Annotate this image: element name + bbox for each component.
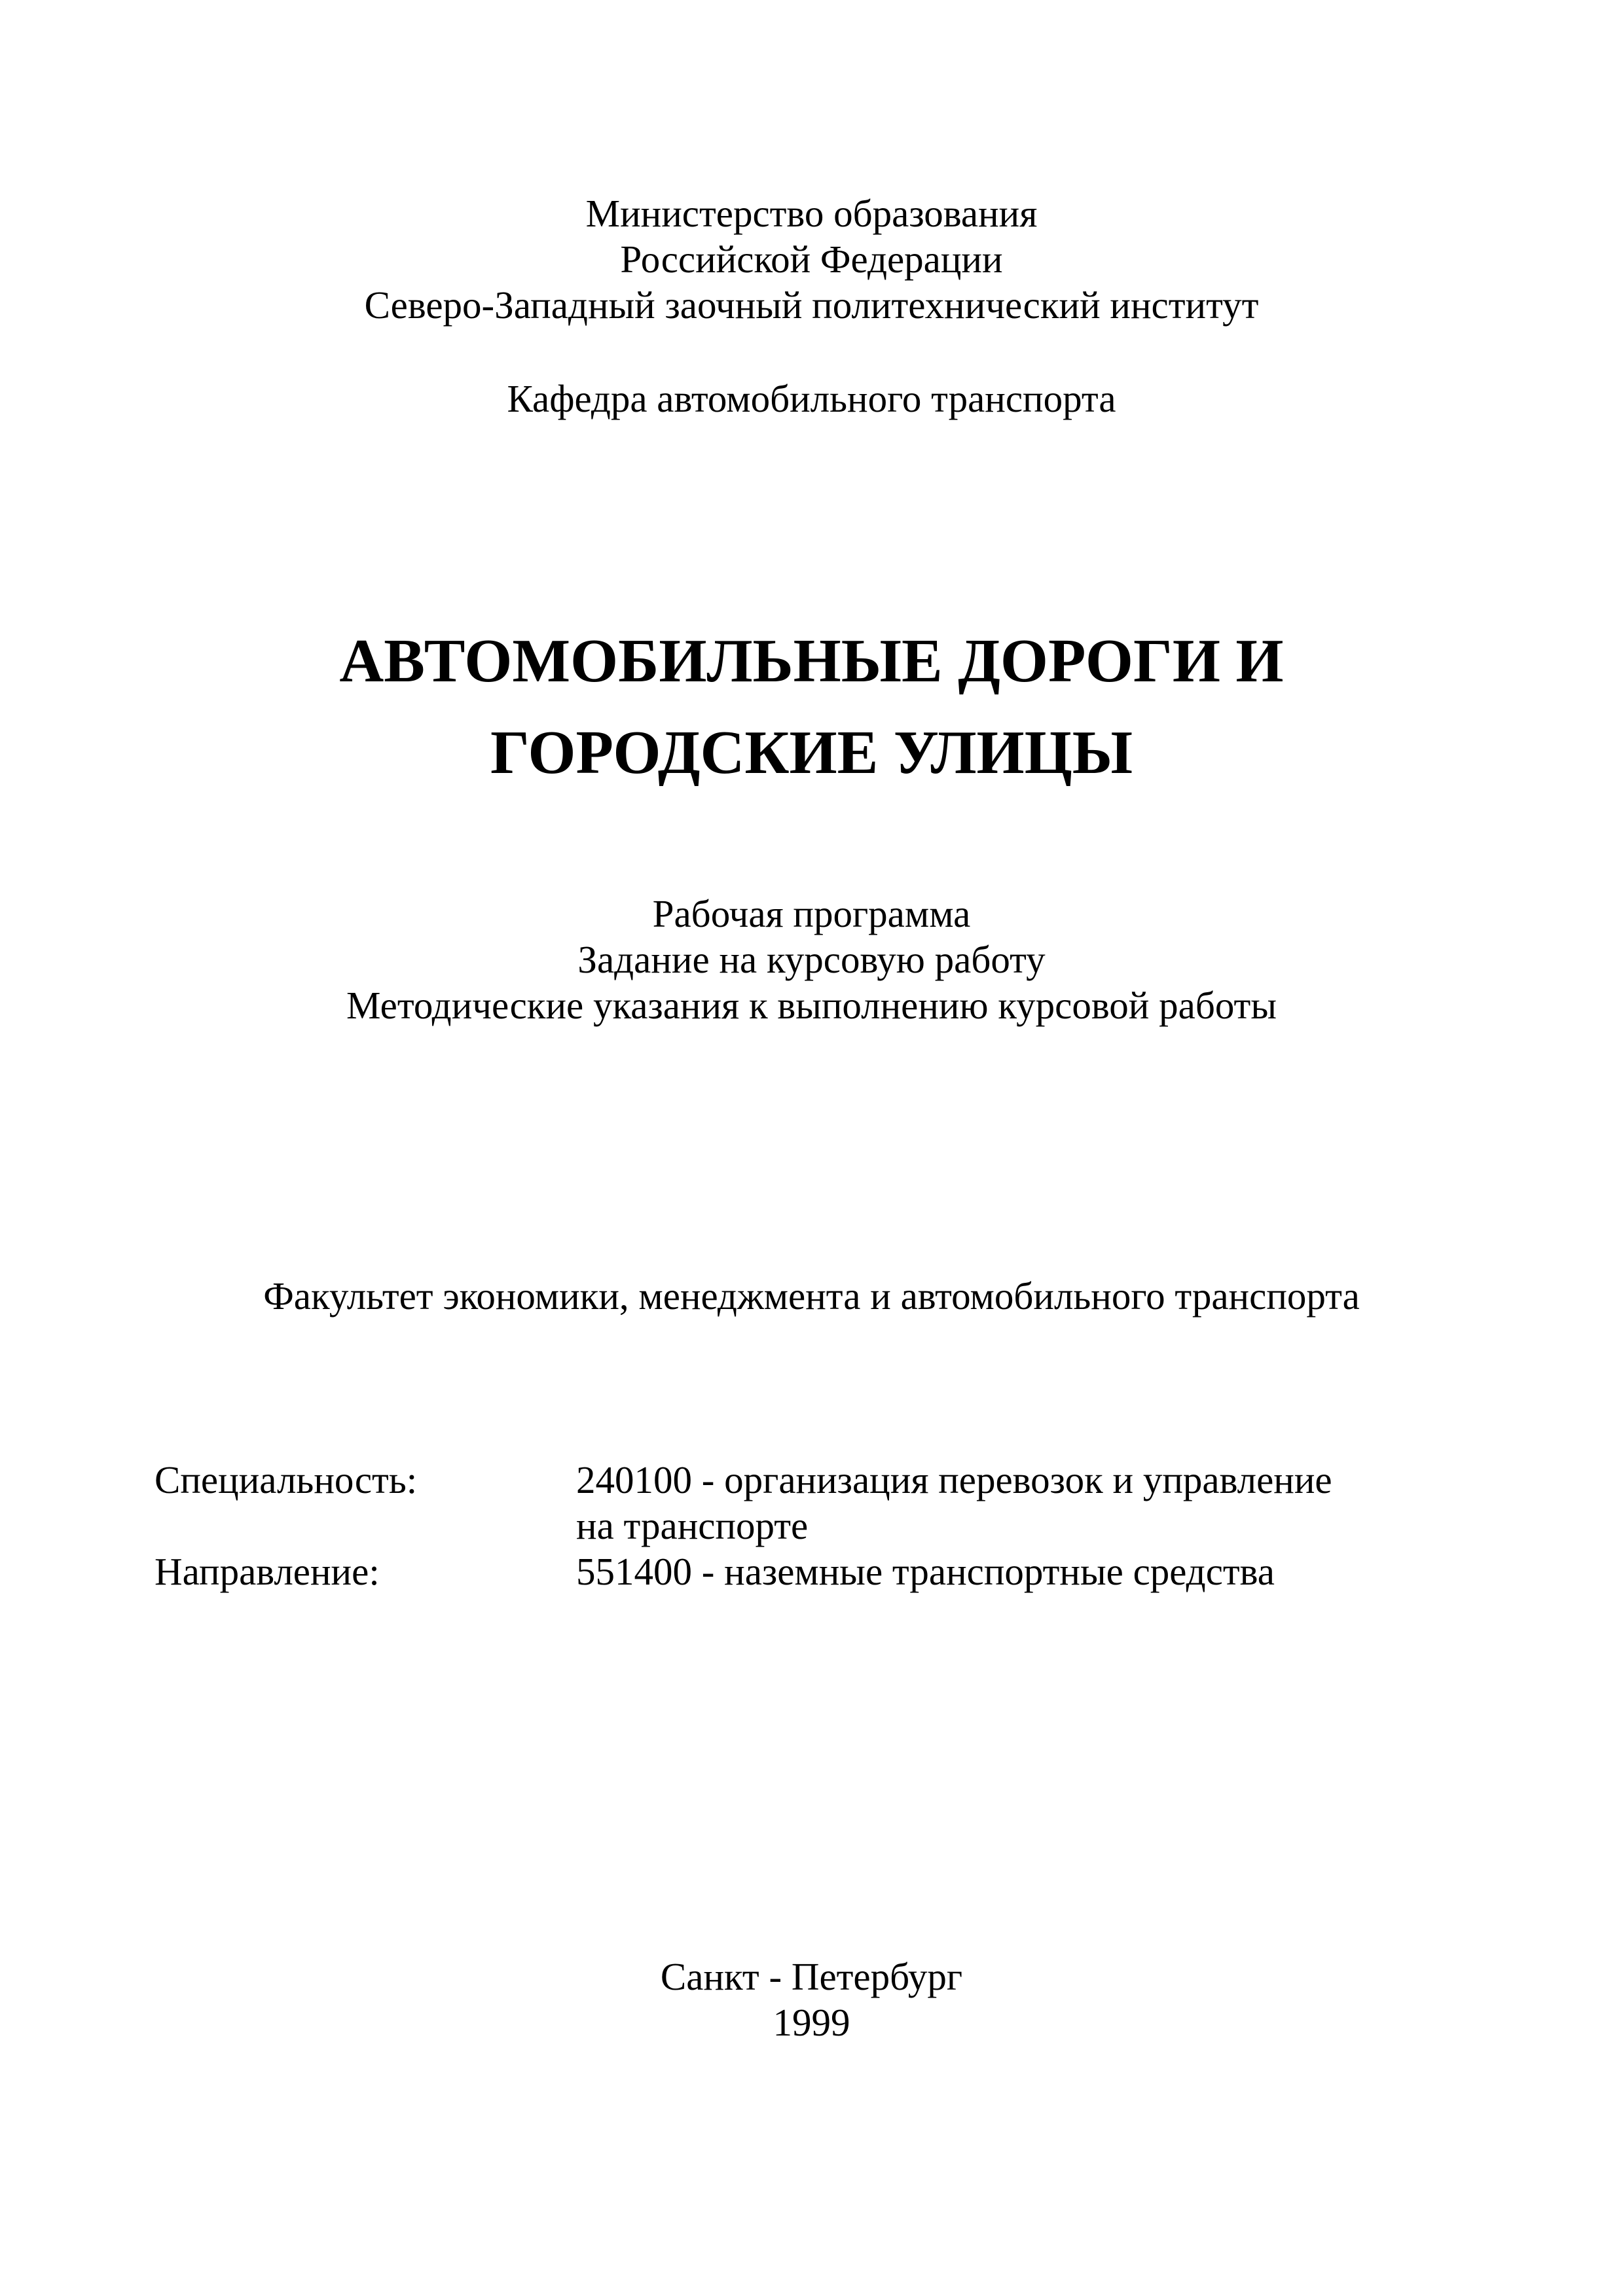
year: 1999 <box>773 2001 850 2044</box>
ministry-line: Министерство образования <box>585 192 1038 235</box>
specialty-value-continuation: на транспорте <box>576 1504 809 1547</box>
title-line-2: ГОРОДСКИЕ УЛИЦЫ <box>490 719 1133 787</box>
faculty-line: Факультет экономики, менеджмента и автомобильного транспорта <box>263 1274 1360 1318</box>
direction-label: Направление: <box>155 1550 380 1593</box>
department <box>0 376 1623 422</box>
subtitle-work-program: Рабочая программа <box>652 892 971 935</box>
subtitle-assignment: Задание на курсовую работу <box>577 938 1046 981</box>
document-title <box>0 615 1623 798</box>
ministry-header <box>0 190 1623 328</box>
specialty-value: 240100 - организация перевозок и управление <box>576 1458 1332 1501</box>
faculty <box>0 1273 1623 1319</box>
specialty-row <box>0 1457 1623 1503</box>
city: Санкт - Петербург <box>660 1955 963 1998</box>
publication-footer <box>0 1954 1623 2045</box>
subtitle-guidelines: Методические указания к выполнению курсовой работы <box>346 984 1277 1027</box>
direction-row <box>0 1549 1623 1594</box>
specialty-row-continuation <box>0 1503 1623 1549</box>
specialty-label: Специальность: <box>155 1458 418 1501</box>
federation-line: Российской Федерации <box>620 238 1003 281</box>
department-line: Кафедра автомобильного транспорта <box>507 377 1116 420</box>
title-line-1: АВТОМОБИЛЬНЫЕ ДОРОГИ И <box>339 627 1284 695</box>
document-subtitle <box>0 891 1623 1028</box>
specialty-info <box>0 1457 1623 1594</box>
direction-value: 551400 - наземные транспортные средства <box>576 1550 1275 1593</box>
institute-line: Северо-Западный заочный политехнический институт <box>364 283 1259 327</box>
